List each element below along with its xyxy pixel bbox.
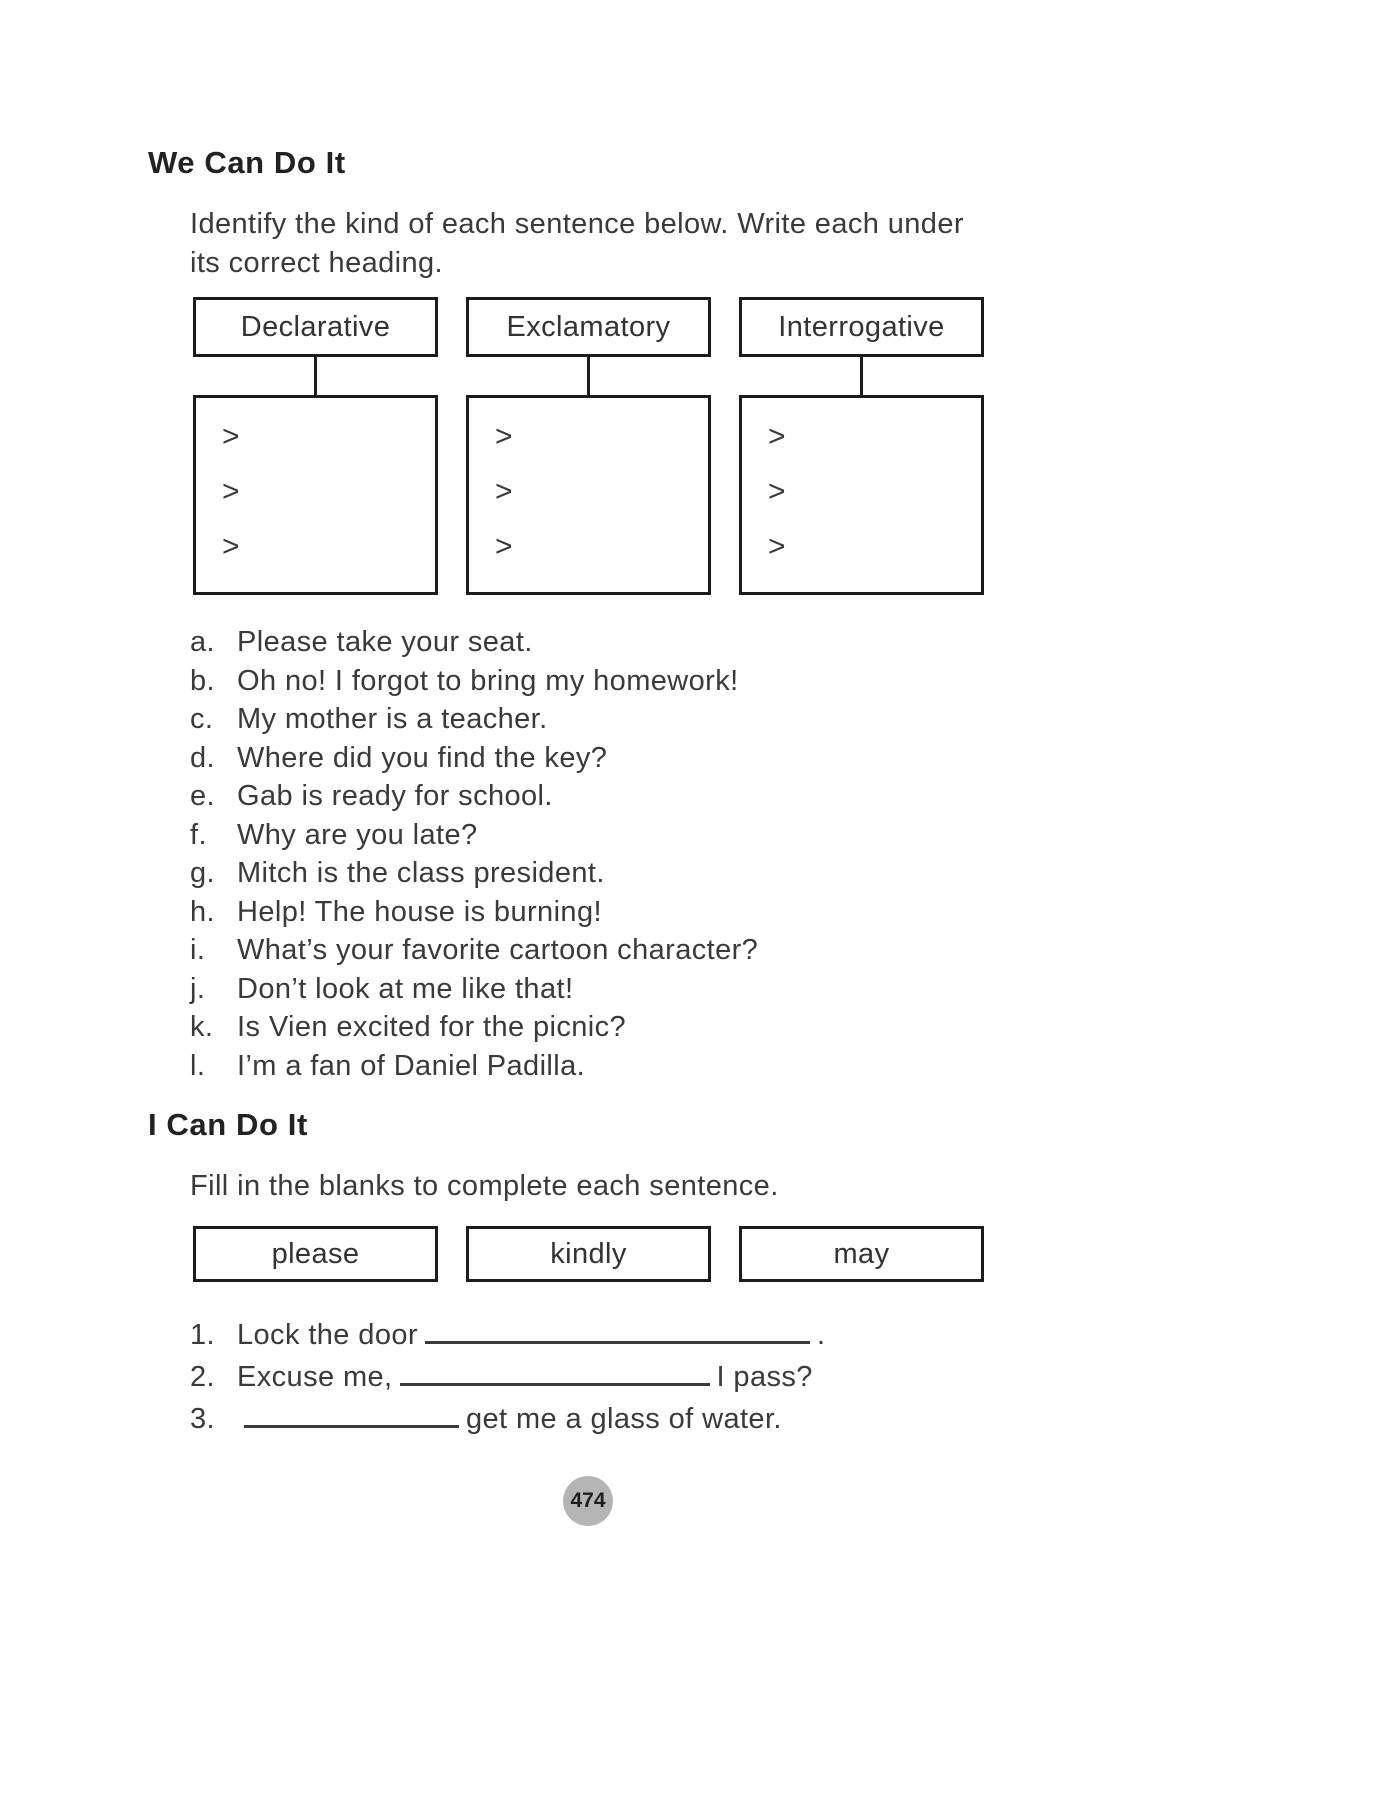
fill-pre-text: Excuse me, [237,1361,393,1393]
category-heading-declarative: Declarative [193,297,438,357]
sentence-label: f. [190,818,207,851]
section1-instructions: Identify the kind of each sentence below. Write each under its correct heading. [190,208,964,279]
sentence-item-h [190,893,1381,932]
word-bank-item-kindly: kindly [466,1226,711,1282]
sentence-item-k [190,1008,1381,1047]
sentence-label: d. [190,741,215,774]
fill-post-text: I pass? [716,1361,813,1393]
page-number-badge: 474 [563,1476,613,1526]
category-column-declarative [193,297,438,595]
sentence-label: g. [190,857,215,889]
chevron-bullet: > [222,420,240,454]
fill-blank[interactable] [425,1314,810,1344]
sentence-text: Don’t look at me like that! [237,972,574,1005]
sentence-text: Gab is ready for school. [237,780,553,812]
fill-blank[interactable] [400,1356,710,1386]
sentence-item-g [190,854,1381,893]
chevron-bullet: > [222,529,240,563]
fill-item-1 [190,1314,1381,1356]
sentence-label: a. [190,626,215,658]
sentence-label: k. [190,1011,214,1043]
sentence-text: Please take your seat. [237,626,533,658]
word-bank-item-please: please [193,1226,438,1282]
chevron-bullet: > [495,529,513,563]
connector-line [587,357,590,395]
fill-item-2 [190,1356,1381,1398]
category-column-exclamatory [466,297,711,595]
chevron-bullet: > [768,420,786,454]
sentence-text: I’m a fan of Daniel Padilla. [237,1049,586,1082]
answer-box-interrogative[interactable] [739,395,984,595]
sentence-label: l. [190,1049,206,1082]
fill-post-text: . [816,1319,826,1351]
word-bank-item-may: may [739,1226,984,1282]
sentence-text: Mitch is the class president. [237,857,605,889]
sentence-list [190,623,1381,1085]
sentence-label: h. [190,895,215,928]
section2-instructions: Fill in the blanks to complete each sentence. [190,1170,779,1202]
sentence-item-d [190,739,1381,778]
category-column-interrogative [739,297,984,595]
connector-line [860,357,863,395]
fill-post-text: get me a glass of water. [466,1403,782,1435]
section-title-we-can-do-it: We Can Do It [148,145,346,180]
sentence-item-e [190,777,1381,816]
connector-line [314,357,317,395]
chevron-bullet: > [495,474,513,508]
sentence-text: Help! The house is burning! [237,895,602,928]
fill-blank[interactable] [244,1398,459,1428]
sentence-text: Why are you late? [237,818,478,851]
sentence-item-j [190,970,1381,1009]
sentence-text: What’s your favorite cartoon character? [237,934,759,966]
sentence-label: b. [190,664,215,697]
chevron-bullet: > [768,529,786,563]
sentence-item-b [190,662,1381,701]
fill-item-3 [190,1398,1381,1440]
sentence-item-c [190,700,1381,739]
sentence-text: Is Vien excited for the picnic? [237,1011,627,1043]
category-heading-exclamatory: Exclamatory [466,297,711,357]
sorting-columns [193,297,984,595]
chevron-bullet: > [495,420,513,454]
sentence-item-l [190,1047,1381,1086]
sentence-text: Oh no! I forgot to bring my homework! [237,664,739,697]
category-heading-interrogative: Interrogative [739,297,984,357]
sentence-item-f [190,816,1381,855]
sentence-text: My mother is a teacher. [237,703,548,735]
fill-label: 3. [190,1403,215,1435]
fill-label: 1. [190,1319,215,1351]
sentence-item-a [190,623,1381,662]
sentence-label: i. [190,934,206,966]
sentence-label: c. [190,703,214,735]
sentence-label: j. [190,972,206,1005]
chevron-bullet: > [768,474,786,508]
sentence-label: e. [190,780,215,812]
section-title-i-can-do-it: I Can Do It [148,1107,308,1142]
fill-in-list [190,1314,1381,1440]
sentence-text: Where did you find the key? [237,741,608,774]
chevron-bullet: > [222,474,240,508]
answer-box-exclamatory[interactable] [466,395,711,595]
answer-box-declarative[interactable] [193,395,438,595]
fill-label: 2. [190,1361,215,1393]
fill-pre-text: Lock the door [237,1319,418,1351]
word-bank [193,1226,984,1282]
sentence-item-i [190,931,1381,970]
